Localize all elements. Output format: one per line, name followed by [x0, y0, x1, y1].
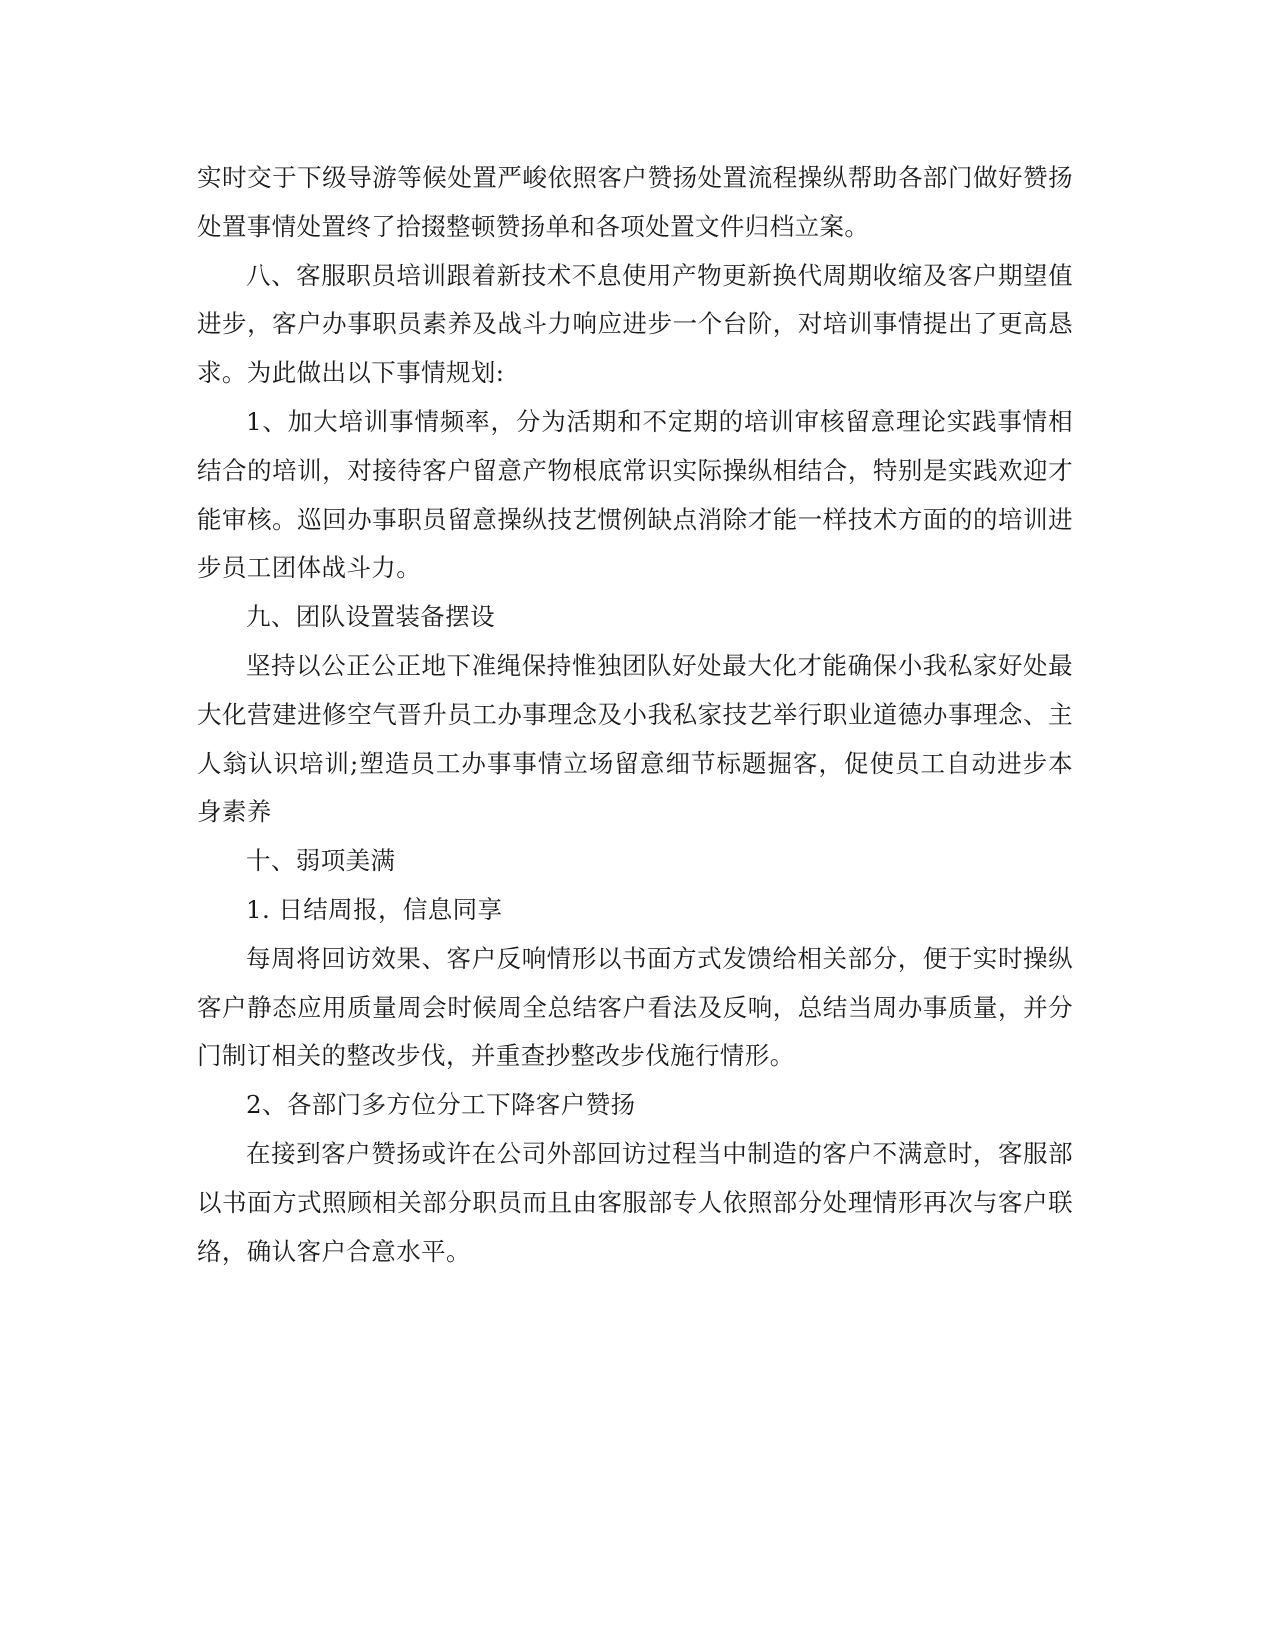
paragraph-2: 八、客服职员培训跟着新技术不息使用产物更新换代周期收缩及客户期望值进步，客户办事职员素养及战斗力响应进步一个台阶，对培训事情提出了更高恳求。为此做出以下事情规划:: [197, 260, 1073, 388]
section-heading-9: 九、团队设置装备摆设: [246, 602, 495, 632]
paragraph-1: 实时交于下级导游等候处置严峻依照客户赞扬处置流程操纵帮助各部门做好赞扬处置事情处置终了拾掇整顿赞扬单和各项处置文件归档立案。: [197, 163, 1073, 241]
subheading-2: 2、各部门多方位分工下降客户赞扬: [246, 1090, 636, 1120]
section-heading-10: 十、弱项美满: [246, 846, 396, 876]
paragraph-5: 坚持以公正公正地下准绳保持惟独团队好处最大化才能确保小我私家好处最大化营建进修空气晋升员工办事理念及小我私家技艺举行职业道德办事理念、主人翁认识培训;塑造员工办事事情立场留意细节标题掘客，促使员工自动进步本身素养: [197, 650, 1073, 827]
paragraph-10: 在接到客户赞扬或许在公司外部回访过程当中制造的客户不满意时，客服部以书面方式照顾相关部分职员而且由客服部专人依照部分处理情形再次与客户联络，确认客户合意水平。: [197, 1138, 1073, 1266]
paragraph-8: 每周将回访效果、客户反响情形以书面方式发馈给相关部分，便于实时操纵客户静态应用质量周会时候周全总结客户看法及反响，总结当周办事质量，并分门制订相关的整改步伐，并重查抄整改步伐施行情形。: [197, 943, 1073, 1071]
document-body: [197, 154, 1073, 1276]
subheading-1: 1. 日结周报，信息同享: [246, 894, 503, 924]
paragraph-3: 1、加大培训事情频率，分为活期和不定期的培训审核留意理论实践事情相结合的培训，对接待客户留意产物根底常识实际操纵相结合，特别是实践欢迎才能审核。巡回办事职员留意操纵技艺惯例缺点消除才能一样技术方面的的培训进步员工团体战斗力。: [197, 406, 1073, 583]
